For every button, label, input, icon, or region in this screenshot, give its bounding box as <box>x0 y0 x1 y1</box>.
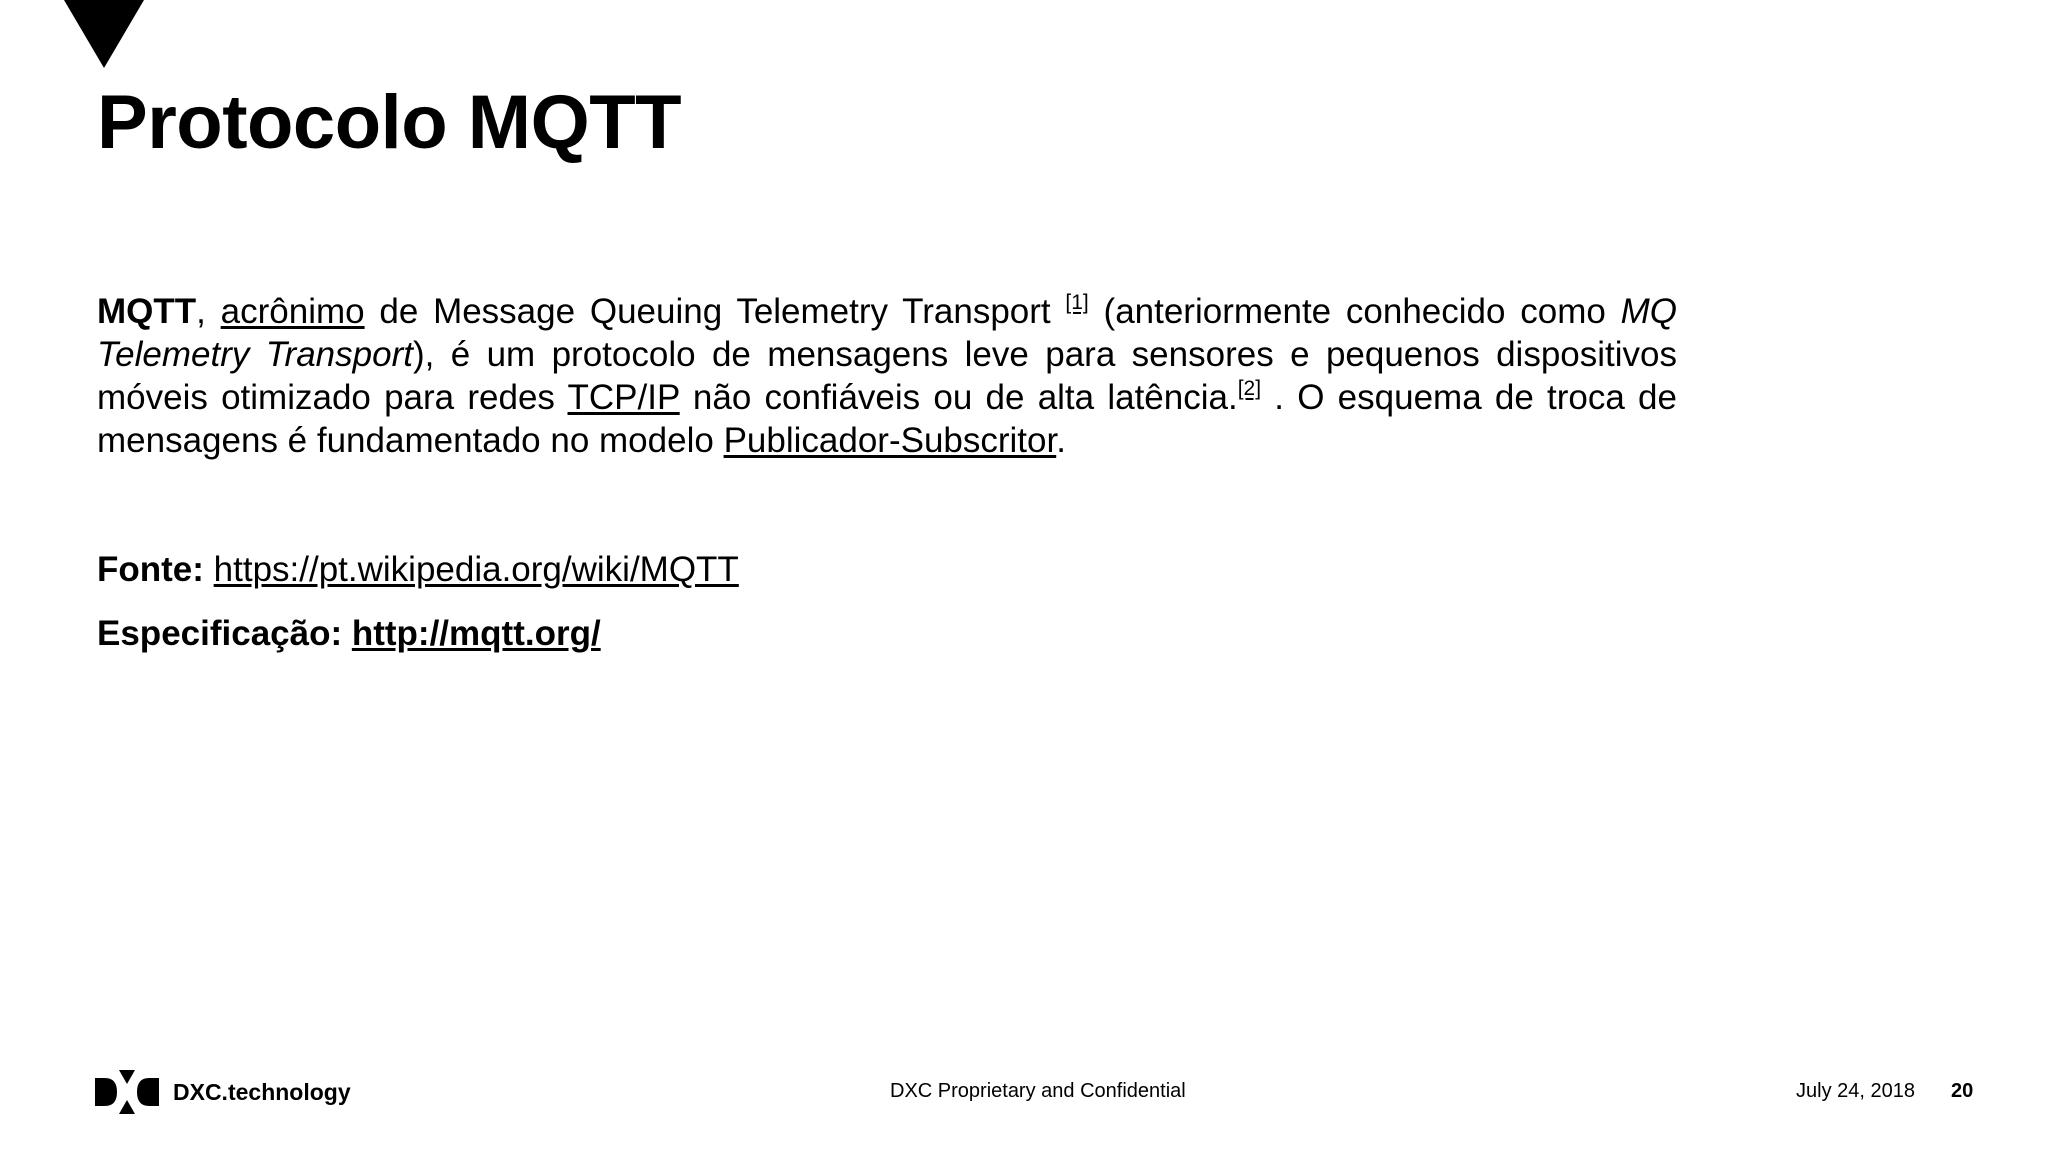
former-name: MQ Telemetry Transport <box>97 292 1677 374</box>
logo-wordmark: DXC.technology <box>173 1078 351 1105</box>
publisher-subscriber-link[interactable]: Publicador-Subscritor <box>723 421 1057 460</box>
specification-row <box>97 612 739 655</box>
confidential-notice: DXC Proprietary and Confidential <box>890 1080 1186 1102</box>
sources-block <box>97 548 739 655</box>
specification-link[interactable]: http://mqtt.org/ <box>351 614 601 653</box>
specification-label: Especificação: <box>97 614 343 653</box>
reference-2-link[interactable]: [2] <box>1237 377 1262 400</box>
tcpip-link[interactable]: TCP/IP <box>567 378 680 417</box>
term-mqtt: MQTT <box>97 292 197 331</box>
reference-1-link[interactable]: [1] <box>1065 291 1089 314</box>
paragraph-text: , <box>196 292 221 331</box>
corner-triangle-decoration <box>64 0 144 68</box>
slide-title: Protocolo MQTT <box>97 80 682 165</box>
paragraph-text: . <box>1056 421 1066 460</box>
source-link[interactable]: https://pt.wikipedia.org/wiki/MQTT <box>213 550 739 589</box>
paragraph-text: ), é um protocolo de mensagens leve para sensores e pequenos dispositivos móveis otimizado para redes <box>97 335 1678 417</box>
mqtt-description-paragraph <box>97 290 1677 462</box>
paragraph-text: . O esquema de troca de mensagens é fundamentado no modelo <box>97 378 1677 460</box>
source-label: Fonte: <box>97 550 204 589</box>
dxc-logo <box>95 1070 351 1114</box>
paragraph-text: não confiáveis ou de alta latência. <box>679 378 1238 417</box>
acronym-link[interactable]: acrônimo <box>220 292 365 331</box>
footer-date: July 24, 2018 <box>1796 1080 1915 1102</box>
dxc-logo-icon <box>95 1070 159 1114</box>
source-row <box>97 548 739 591</box>
paragraph-text: de Message Queuing Telemetry Transport <box>364 292 1066 331</box>
paragraph-text: (anteriormente conhecido como <box>1088 292 1621 331</box>
page-number: 20 <box>1951 1080 1974 1102</box>
